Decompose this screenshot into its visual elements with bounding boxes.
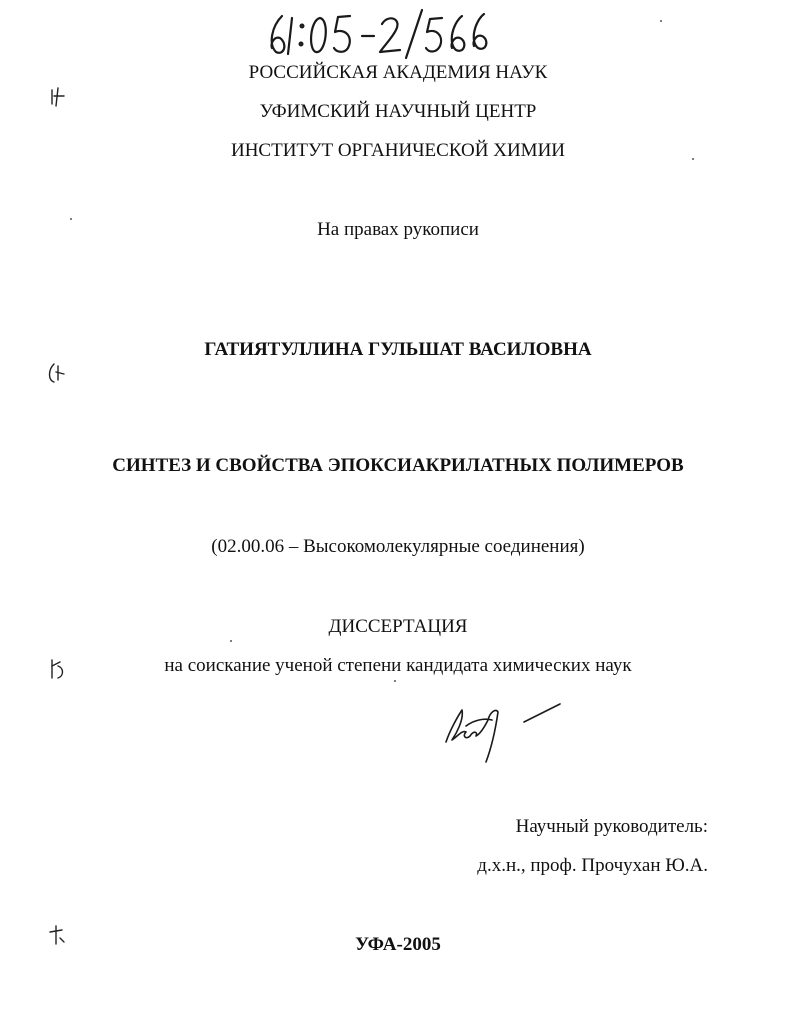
rights-note: На правах рукописи (317, 219, 479, 240)
handwritten-archive-code (262, 4, 492, 62)
specialty-code: (02.00.06 – Высокомолекулярные соединения) (211, 536, 585, 557)
supervisor-label: Научный руководитель: (515, 816, 708, 837)
scan-speck (692, 158, 694, 160)
research-center-name: УФИМСКИЙ НАУЧНЫЙ ЦЕНТР (259, 101, 537, 122)
scan-speck (394, 680, 396, 682)
document-type: ДИССЕРТАЦИЯ (328, 616, 468, 637)
margin-scan-mark (44, 84, 74, 110)
academy-name: РОССИЙСКАЯ АКАДЕМИЯ НАУК (248, 62, 548, 83)
supervisor-name: д.х.н., проф. Прочухан Ю.А. (477, 855, 708, 876)
city-year: УФА-2005 (355, 934, 441, 955)
institute-name: ИНСТИТУТ ОРГАНИЧЕСКОЙ ХИМИИ (230, 140, 566, 161)
handwritten-signature (440, 690, 570, 770)
scan-speck (660, 20, 662, 22)
scan-speck (70, 218, 72, 220)
margin-scan-mark (44, 360, 74, 386)
scan-speck (230, 640, 232, 642)
degree-description: на соискание ученой степени кандидата химических наук (164, 655, 632, 676)
author-name: ГАТИЯТУЛЛИНА ГУЛЬШАТ ВАСИЛОВНА (204, 339, 592, 360)
margin-scan-mark (44, 656, 74, 682)
margin-scan-mark (44, 922, 74, 948)
dissertation-title: СИНТЕЗ И СВОЙСТВА ЭПОКСИАКРИЛАТНЫХ ПОЛИМЕРОВ (112, 455, 684, 476)
